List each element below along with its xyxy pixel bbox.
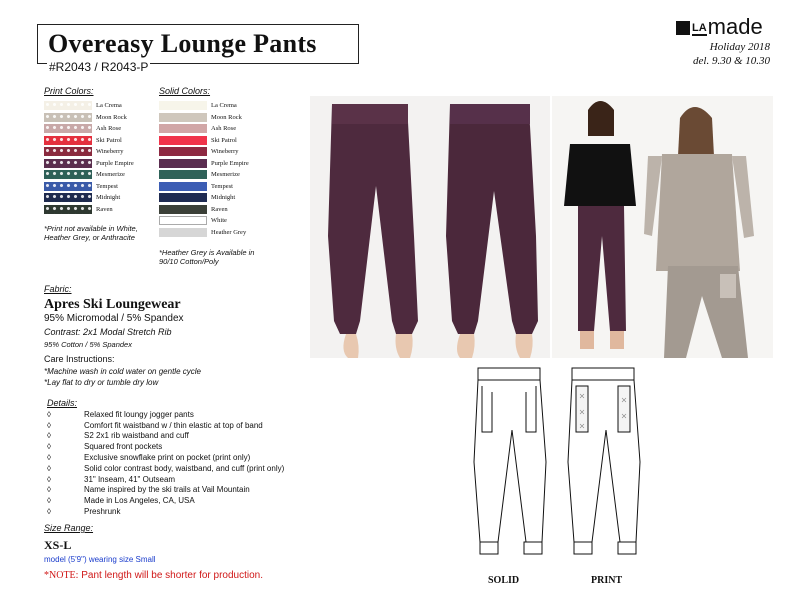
diamond-bullet-icon: ◊ [47,420,51,430]
brand-name: made [707,14,763,39]
size-range: XS-L [44,538,72,552]
color-swatch [44,101,92,110]
print-colors-heading: Print Colors: [44,86,94,96]
color-swatch [44,113,92,122]
fabric-heading: Fabric: [44,284,72,294]
product-photo-models [552,96,773,358]
color-swatch-row [159,227,249,239]
color-swatch [159,228,207,237]
color-swatch [159,170,207,179]
color-swatch [44,136,92,145]
color-swatch-row [44,112,134,124]
fabric-name: Apres Ski Loungewear [44,297,181,312]
detail-text: Relaxed fit loungy jogger pants [84,409,194,419]
color-name: Ash Rose [211,125,237,133]
color-swatch [159,205,207,214]
color-swatch-row [159,169,249,181]
color-name: Moon Rock [96,113,127,121]
color-name: Raven [211,205,228,213]
color-swatch [159,182,207,191]
details-heading: Details: [47,398,78,408]
color-swatch [159,113,207,122]
model-note: model (5'9") wearing size Small [44,555,156,564]
detail-item [44,409,344,420]
detail-text: Made in Los Angeles, CA, USA [84,496,195,506]
color-swatch [159,159,207,168]
color-swatch [44,205,92,214]
color-swatch-row [44,123,134,135]
color-swatch-row [159,135,249,147]
color-name: Raven [96,205,113,213]
detail-text: Name inspired by the ski trails at Vail Mountain [84,485,250,495]
detail-text: Squared front pockets [84,442,163,452]
color-swatch-row [44,158,134,170]
color-name: Midnight [96,194,121,202]
color-swatch [159,101,207,110]
brand-prefix: LA [692,22,707,35]
color-name: Tempest [96,182,118,190]
solid-colors-heading: Solid Colors: [159,86,211,96]
color-swatch [44,193,92,202]
color-swatch-row [159,123,249,135]
color-swatch [44,182,92,191]
color-name: Heather Grey [211,228,247,236]
color-name: Wineberry [96,148,124,156]
fabric-composition: 95% Micromodal / 5% Spandex [44,313,184,324]
color-swatch-row [159,146,249,158]
color-swatch-row [44,204,134,216]
color-name: La Crema [211,102,237,110]
brand-logo [676,14,763,40]
style-numbers: #R2043 / R2043-P [49,60,149,74]
detail-item [44,474,344,485]
detail-item [44,495,344,506]
color-name: Wineberry [211,148,239,156]
season-info [693,40,770,68]
diamond-bullet-icon: ◊ [47,453,51,463]
color-name: Moon Rock [211,113,242,121]
color-swatch [44,159,92,168]
color-swatch [44,170,92,179]
color-swatch-row [159,192,249,204]
color-swatch [44,124,92,133]
diamond-bullet-icon: ◊ [47,409,51,419]
detail-text: S2 2x1 rib waistband and cuff [84,431,189,441]
detail-item [44,463,344,474]
color-swatch-row [159,204,249,216]
diamond-bullet-icon: ◊ [47,485,51,495]
color-swatch-row [159,100,249,112]
color-swatch-row [44,135,134,147]
color-swatch-row [159,215,249,227]
detail-text: Preshrunk [84,507,121,517]
production-note-prefix: *NOTE: [44,570,79,581]
flat-solid-label: SOLID [488,575,520,586]
color-name: Purple Empire [96,159,134,167]
detail-item [44,441,344,452]
care-heading: Care Instructions: [44,354,115,364]
solid-swatch-list [159,100,249,238]
diamond-bullet-icon: ◊ [47,496,51,506]
flat-print-label: PRINT [591,575,623,586]
color-name: Tempest [211,182,233,190]
production-note-text: Pant length will be shorter for production. [78,570,263,581]
detail-text: 31" Inseam, 41" Outseam [84,474,176,484]
color-swatch-row [44,169,134,181]
color-swatch [159,136,207,145]
season-name: Holiday 2018 [709,41,770,53]
detail-item [44,420,344,431]
color-name: Mesmerize [96,171,125,179]
color-name: Ski Patrol [96,136,122,144]
solid-colors-note: *Heather Grey is Available in 90/10 Cotton/Poly [159,248,255,266]
flat-sketches [460,362,660,572]
detail-item [44,485,344,496]
detail-text: Comfort fit waistband w / thin elastic at top of band [84,420,263,430]
color-name: La Crema [96,102,122,110]
color-swatch-row [159,112,249,124]
flat-print [568,368,640,554]
color-swatch-row [159,181,249,193]
color-name: Purple Empire [211,159,249,167]
detail-item [44,452,344,463]
color-swatch [159,124,207,133]
detail-item [44,506,344,517]
care-line-2: *Lay flat to dry or tumble dry low [44,378,159,387]
details-list [44,409,344,517]
color-name: Ski Patrol [211,136,237,144]
care-line-1: *Machine wash in cold water on gentle cycle [44,367,201,376]
delivery-dates: del. 9.30 & 10.30 [693,55,770,67]
color-swatch-row [44,181,134,193]
diamond-bullet-icon: ◊ [47,463,51,473]
color-swatch-row [44,146,134,158]
fabric-contrast-composition: 95% Cotton / 5% Spandex [44,340,132,349]
diamond-bullet-icon: ◊ [47,474,51,484]
print-colors-note: *Print not available in White, Heather Grey, or Anthracite [44,224,138,242]
flat-solid [474,368,546,554]
diamond-bullet-icon: ◊ [47,507,51,517]
color-swatch-row [44,192,134,204]
page-title: Overeasy Lounge Pants [48,29,317,58]
color-name: Mesmerize [211,171,240,179]
logo-square-icon [676,21,690,35]
color-name: White [211,217,227,225]
print-swatch-list [44,100,134,215]
color-swatch [159,147,207,156]
diamond-bullet-icon: ◊ [47,431,51,441]
detail-text: Solid color contrast body, waistband, and cuff (print only) [84,463,285,473]
production-note [44,570,263,581]
color-name: Midnight [211,194,236,202]
product-photo-front-back [310,96,550,358]
diamond-bullet-icon: ◊ [47,442,51,452]
fabric-contrast: Contrast: 2x1 Modal Stretch Rib [44,327,172,337]
color-swatch [159,193,207,202]
color-swatch-row [159,158,249,170]
color-swatch [159,216,207,225]
size-heading: Size Range: [44,523,94,533]
detail-item [44,431,344,442]
color-name: Ash Rose [96,125,122,133]
color-swatch-row [44,100,134,112]
color-swatch [44,147,92,156]
detail-text: Exclusive snowflake print on pocket (print only) [84,453,251,463]
